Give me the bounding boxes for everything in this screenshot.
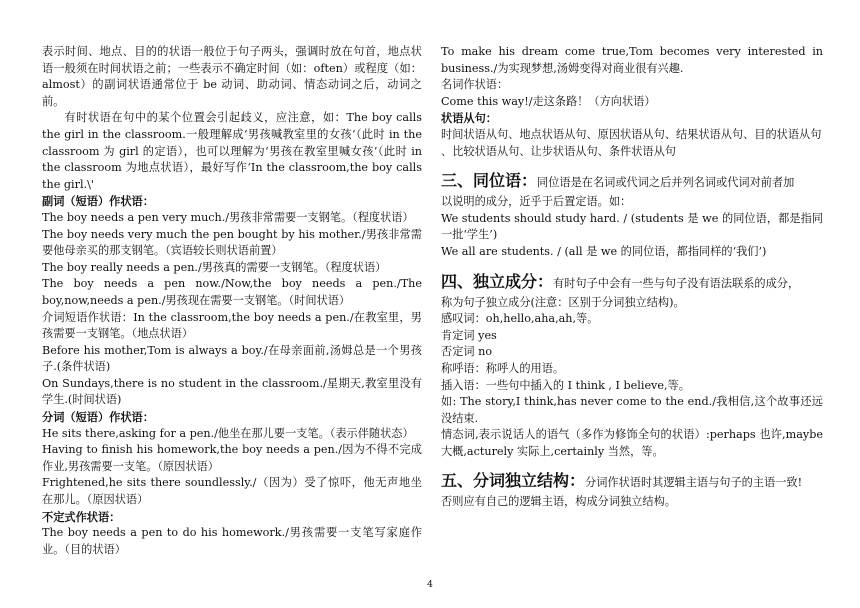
paragraph: 感叹词：oh,hello,aha,ah,等。 <box>441 312 599 326</box>
paragraph: 介词短语作状语：In the classroom,the boy needs a pen./在教室里，男孩需要一支钢笔。（地点状语） <box>42 310 422 341</box>
paragraph: Come this way!/走这条路！（方向状语） <box>441 94 656 108</box>
paragraph: 情态词,表示说话人的语气（多作为修饰全句的状语）:perhaps 也许,maybe 大概,acturely 实际上,certainly 当然，等。 <box>441 428 823 458</box>
section-heading: 五、分词独立结构： <box>441 471 586 491</box>
paragraph: 、比较状语从句、让步状语从句、条件状语从句 <box>441 144 676 158</box>
paragraph: To make his dream come true,Tom becomes very interested in business./为实现梦想,汤姆变得对商业很有兴趣. <box>441 45 823 75</box>
paragraph: The boy needs a pen very much./男孩非常需要一支钢笔。（程度状语） <box>42 210 414 224</box>
paragraph: 否则应有自己的逻辑主语，构成分词独立结构。 <box>441 495 676 509</box>
left-column <box>42 44 422 558</box>
section-description: 分词作状语时其逻辑主语与句子的主语一致! <box>585 476 803 490</box>
paragraph: 称呼语：称呼人的用语。 <box>441 361 565 375</box>
subheading: 状语从句： <box>441 111 497 126</box>
paragraph: Frightened,he sits there soundlessly./（因为）受了惊吓，他无声地坐在那儿。（原因状语） <box>42 476 422 507</box>
paragraph: 否定词 no <box>441 345 493 359</box>
paragraph: He sits there,asking for a pen./他坐在那儿要一支笔。（表示伴随状态） <box>42 426 414 440</box>
paragraph: We all are students. / (all 是 we 的同位语，都指同样的‘我们’) <box>441 244 767 258</box>
paragraph: 表示时间、地点、目的的状语一般位于句子两头，强调时放在句首，地点状语一般须在时间状语之前；一些表示不确定时间（如：often）或程度（如：almost）的副词状语通常位于 be 动词、助动词、情态动词之后，动词之前。 <box>42 45 422 108</box>
right-intro <box>441 44 823 160</box>
paragraph: 名词作状语： <box>441 78 509 92</box>
paragraph: 以说明的成分，近乎于后置定语。如： <box>441 195 632 209</box>
section-body <box>441 494 823 511</box>
section-description: 同位语是在名词或代词之后并列名词或代词对前者加 <box>537 176 795 190</box>
page-number: 4 <box>427 580 433 590</box>
paragraph: The boy needs very much the pen bought by his mother./男孩非常需要他母亲买的那支钢笔。（宾语较长则状语前置） <box>42 227 422 258</box>
paragraph: The boy needs a pen to do his homework./男孩需要一支笔写家庭作业。（目的状语） <box>42 526 422 556</box>
section-heading: 四、独立成分： <box>441 271 554 291</box>
paragraph: 有时状语在句中的某个位置会引起歧义，应注意，如：The boy calls the girl in the classroom.一般理解成‘男孩喊教室里的女孩‘（此时 in the classroom 为 girl 的定语），也可以理解为‘男孩在教室里喊女孩’（此时 in the classroom 为地点状语），最好写作‘In the classroom,the boy calls the girl.\' <box>42 111 422 191</box>
paragraph: 插入语：一些句中插入的 I think , I believe,等。 <box>441 378 690 392</box>
paragraph: 如: The story,I think,has never come to the end./我相信,这个故事还远没结束. <box>441 395 823 425</box>
section-appositive <box>441 170 823 194</box>
section-absolute-construction <box>441 470 823 494</box>
paragraph: 时间状语从句、地点状语从句、原因状语从句、结果状语从句、目的状语从句 <box>441 127 822 141</box>
section-body <box>441 194 823 260</box>
paragraph: On Sundays,there is no student in the classroom./星期天,教室里没有学生.(时间状语) <box>42 376 422 407</box>
section-heading: 三、同位语： <box>441 171 538 191</box>
paragraph: We students should study hard. / (students 是 we 的同位语，都是指同一批‘学生’) <box>441 211 823 242</box>
subheading: 分词（短语）作状语： <box>42 410 154 425</box>
subheading: 副词（短语）作状语： <box>42 194 154 209</box>
paragraph: Having to finish his homework,the boy needs a pen./因为不得不完成作业,男孩需要一支笔。（原因状语） <box>42 443 422 473</box>
paragraph: Before his mother,Tom is always a boy./在母亲面前,汤姆总是一个男孩子.(条件状语) <box>42 343 422 374</box>
section-body <box>441 295 823 461</box>
section-description: 有时句子中会有一些与句子没有语法联系的成分， <box>553 276 800 290</box>
paragraph: 肯定词 yes <box>441 328 497 342</box>
paragraph: The boy needs a pen now./Now,the boy needs a pen./The boy,now,needs a pen./男孩现在需要一支钢笔。（时间状语） <box>42 277 422 307</box>
subheading: 不定式作状语： <box>42 509 121 524</box>
section-independent-elements <box>441 271 823 295</box>
right-column <box>441 44 823 511</box>
paragraph: 称为句子独立成分(注意：区别于分词独立结构)。 <box>441 295 685 309</box>
paragraph: The boy really needs a pen./男孩真的需要一支钢笔。（程度状语） <box>42 260 387 274</box>
